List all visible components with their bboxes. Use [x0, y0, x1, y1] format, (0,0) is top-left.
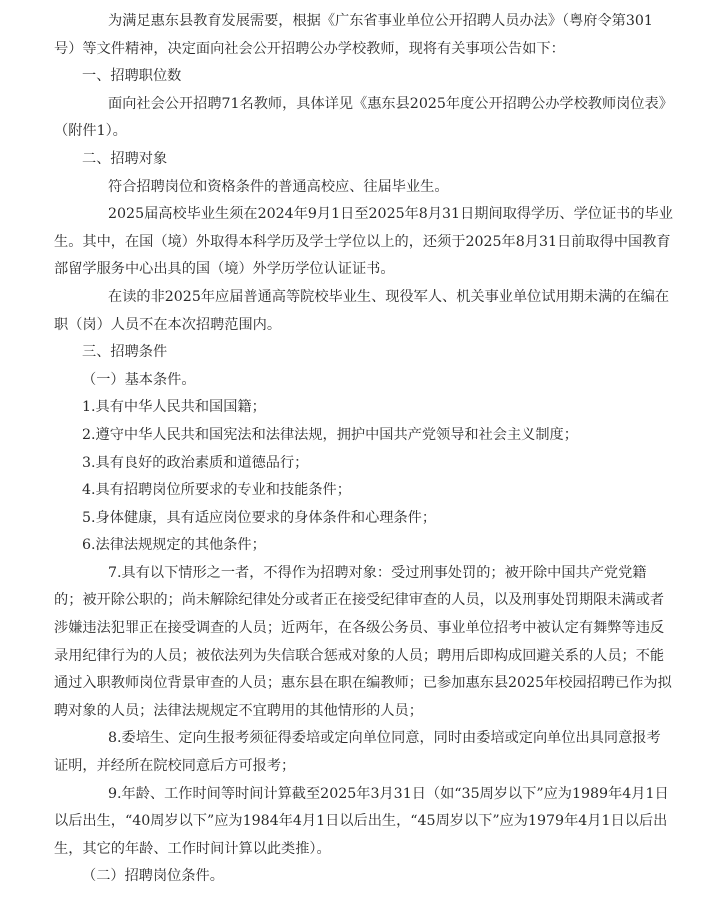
- condition-item-7: 7.具有以下情形之一者，不得作为招聘对象：受过刑事处罚的；被开除中国共产党党籍的；被开除公职的；尚未解除纪律处分或者正在接受纪律审查的人员，以及刑事处罚期限未满或者涉嫌违法犯罪正在接受调查的人员；近两年，在各级公务员、事业单位招考中被认定有舞弊等违反录用纪律行为的人员；被依法列为失信联合惩戒对象的人员；聘用后即构成回避关系的人员；不能通过入职教师岗位背景审查的人员；惠东县在职在编教师；已参加惠东县2025年校园招聘已作为拟聘对象的人员；法律法规规定不宜聘用的其他情形的人员；: [54, 564, 672, 719]
- section-heading-conditions: 三、招聘条件: [82, 344, 168, 361]
- condition-item-6: 6.法律法规规定的其他条件；: [82, 537, 266, 554]
- targets-paragraph-3: 在读的非2025年应届普通高等院校毕业生、现役军人、机关事业单位试用期未满的在编在职（岗）人员不在本次招聘范围内。: [54, 288, 670, 333]
- targets-paragraph-2: 2025届高校毕业生须在2024年9月1日至2025年8月31日期间取得学历、学位证书的毕业生。其中，在国（境）外取得本科学历及学士学位以上的，还须于2025年8月31日前取得中国教育部留学服务中心出具的国（境）外学历学位认证证书。: [54, 206, 673, 278]
- subsection-heading-basic: （一）基本条件。: [82, 371, 196, 388]
- condition-item-4: 4.具有招聘岗位所要求的专业和技能条件；: [82, 482, 351, 499]
- section-heading-targets: 二、招聘对象: [82, 150, 168, 167]
- condition-item-1: 1.具有中华人民共和国国籍；: [82, 399, 266, 416]
- condition-item-3: 3.具有良好的政治素质和道德品行；: [82, 454, 309, 471]
- condition-item-5: 5.身体健康，具有适应岗位要求的身体条件和心理条件；: [82, 509, 437, 526]
- intro-paragraph: 为满足惠东县教育发展需要，根据《广东省事业单位公开招聘人员办法》（粤府令第301号）等文件精神，决定面向社会公开招聘公办学校教师，现将有关事项公告如下：: [54, 13, 653, 57]
- positions-paragraph: 面向社会公开招聘71名教师，具体详见《惠东县2025年度公开招聘公办学校教师岗位表》（附件1）。: [54, 95, 673, 140]
- targets-paragraph-1: 符合招聘岗位和资格条件的普通高校应、往届毕业生。: [108, 178, 449, 195]
- section-heading-positions: 一、招聘职位数: [82, 68, 182, 85]
- subsection-heading-position: （二）招聘岗位条件。: [82, 868, 224, 885]
- condition-item-9: 9.年龄、工作时间等时间计算截至2025年3月31日（如“35周岁以下”应为1989年4月1日以后出生，“40周岁以下”应为1984年4月1日以后出生，“45周岁以下”应为1979年4月1日以后出生，其它的年龄、工作时间计算以此类推）。: [54, 785, 669, 857]
- condition-item-8: 8.委培生、定向生报考须征得委培或定向单位同意，同时由委培或定向单位出具同意报考证明，并经所在院校同意后方可报考；: [54, 730, 661, 775]
- condition-item-2: 2.遵守中华人民共和国宪法和法律法规，拥护中国共产党领导和社会主义制度；: [82, 426, 578, 443]
